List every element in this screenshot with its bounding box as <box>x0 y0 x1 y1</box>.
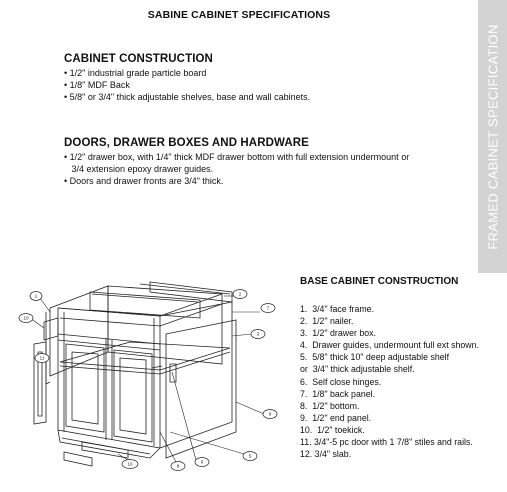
list-item: 3. 1/2" drawer box. <box>300 328 376 339</box>
list-item: • 5/8" or 3/4" thick adjustable shelves, base and wall cabinets. <box>64 92 311 102</box>
cabinet-construction-section <box>64 53 454 103</box>
list-item: or 3/4" thick adjustable shelf. <box>300 364 415 375</box>
callout-2: 2 <box>238 291 242 297</box>
side-tab-label: FRAMED CABINET SPECIFICATION <box>485 23 500 250</box>
doors-drawers-hardware-section <box>64 137 454 187</box>
page-title: SABINE CABINET SPECIFICATIONS <box>147 9 331 21</box>
base-cabinet-list <box>300 303 505 460</box>
list-item: 10. 1/2" toekick. <box>300 424 365 435</box>
callout-3: 3 <box>256 331 260 337</box>
callout-1: 1 <box>34 293 38 299</box>
callout-7: 7 <box>266 305 270 311</box>
list-item: 7. 1/8" back panel. <box>300 388 376 399</box>
callout-10: 10 <box>23 315 29 321</box>
section-heading: CABINET CONSTRUCTION <box>64 53 213 65</box>
base-cabinet-heading: BASE CABINET CONSTRUCTION <box>300 276 459 287</box>
side-tab <box>478 0 507 273</box>
base-cabinet-diagram <box>0 272 300 492</box>
list-item: 9. 1/2" end panel. <box>300 412 372 423</box>
callout-5: 5 <box>248 453 252 459</box>
section-heading: DOORS, DRAWER BOXES AND HARDWARE <box>64 137 309 149</box>
list-item: • Doors and drawer fronts are 3/4" thick. <box>64 176 224 186</box>
base-cabinet-construction <box>300 276 505 460</box>
list-item: 2. 1/2" nailer. <box>300 316 354 327</box>
callout-10b: 10 <box>127 461 133 467</box>
list-item: 1. 3/4" face frame. <box>300 304 375 314</box>
callout-8: 8 <box>176 463 180 469</box>
list-item: 8. 1/2" bottom. <box>300 400 360 411</box>
list-item: 6. Self close hinges. <box>300 376 382 387</box>
callout-6: 6 <box>200 459 204 465</box>
list-item: 12. 3/4" slab. <box>300 449 352 460</box>
bullet-list <box>64 151 454 187</box>
list-item: • 1/2" drawer box, with 1/4" thick MDF drawer bottom with full extension undermount or <box>64 152 410 162</box>
list-item: 5. 5/8" thick 10" deep adjustable shelf <box>300 352 450 363</box>
bullet-list <box>64 67 454 103</box>
callout-9: 9 <box>268 411 272 417</box>
list-item: 11. 3/4"-5 pc door with 1 7/8" stiles and rails. <box>300 437 473 448</box>
list-item: 3/4 extension epoxy drawer guides. <box>64 164 214 174</box>
callout-11: 11 <box>39 355 45 361</box>
list-item: • 1/2" industrial grade particle board <box>64 68 207 78</box>
list-item: • 1/8" MDF Back <box>64 80 130 90</box>
list-item: 4. Drawer guides, undermount full ext shown. <box>300 340 479 351</box>
